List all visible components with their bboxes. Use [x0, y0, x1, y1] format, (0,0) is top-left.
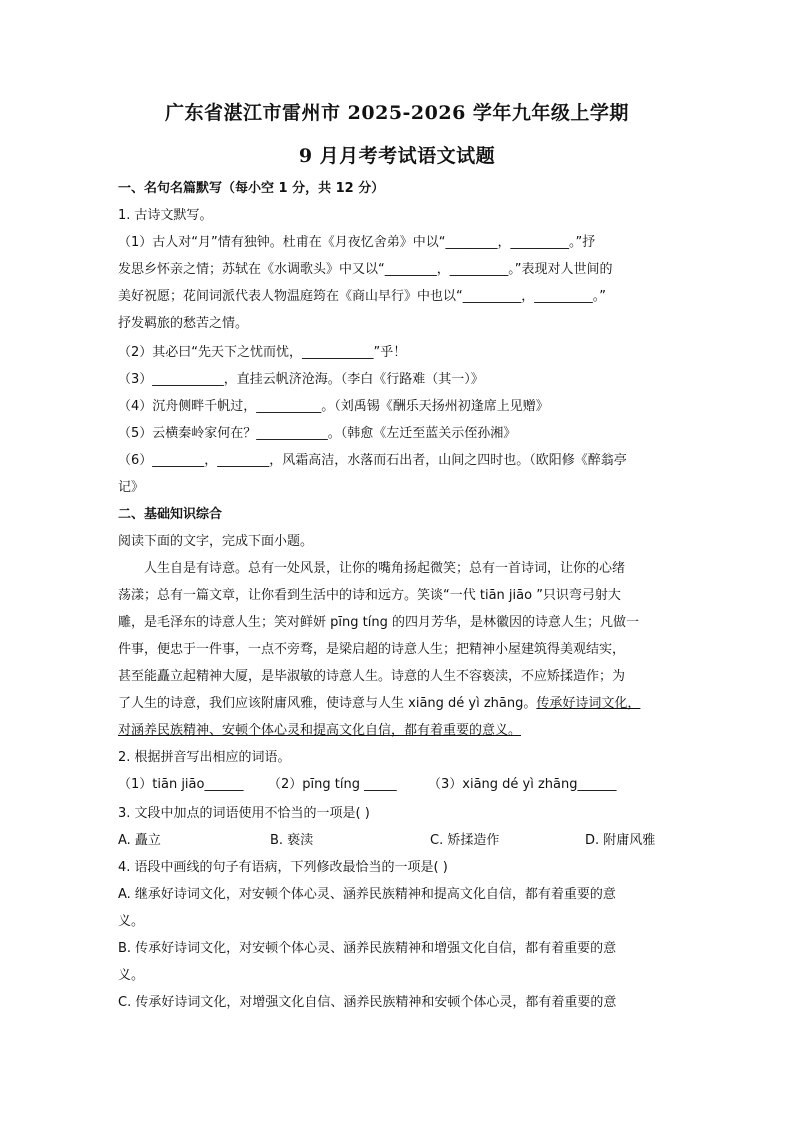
reading-intro: 阅读下面的文字，完成下面小题。	[118, 534, 314, 549]
q1-part3: （3）___________，直挂云帆济沧海。（李白《行路难（其一）》	[118, 372, 484, 387]
q4-option-b-line2: 义。	[118, 968, 145, 983]
underlined-sentence-start: 传承好诗词文化，	[536, 696, 641, 711]
question-4: 4. 语段中画线的句子有语病，下列修改最恰当的一项是( )	[118, 860, 448, 875]
q1-part6-line1: （6）________，________，风霜高洁，水落而石出者，山间之四时也。（欧阳修《醉翁亭	[118, 453, 627, 468]
passage-line2: 荡漾；总有一篇文章，让你看到生活中的诗和远方。笑谈“一代 tiān jiāo ”只识弯弓射大	[118, 588, 621, 603]
passage-line6	[118, 695, 678, 713]
q2-item1: （1）tiān jiāo______	[118, 777, 244, 792]
q3-option-a: A. 矗立	[118, 833, 161, 848]
q1-part1-line2: 发思乡怀亲之情；苏轼在《水调歌头》中又以“________，_________。”表现对人世间的	[118, 262, 613, 277]
q1-part6-line2: 记》	[118, 480, 145, 495]
section1-heading: 一、名句名篇默写（每小空 1 分，共 12 分）	[118, 181, 385, 196]
question-1: 1. 古诗文默写。	[118, 208, 213, 223]
underlined-sentence-end: 对涵养民族精神、安顿个体心灵和提高文化自信，都有着重要的意义。	[118, 723, 522, 738]
passage-line5: 甚至能矗立起精神大厦，是毕淑敏的诗意人生。诗意的人生不容亵渎，不应矫揉造作；为	[118, 669, 626, 684]
passage-line3: 雕，是毛泽东的诗意人生；笑对鲜妍 pīng tíng 的四月芳华，是林徽因的诗意人生；凡做一	[118, 615, 639, 630]
section2-heading: 二、基础知识综合	[118, 507, 223, 522]
q2-item2: （2）pīng tíng _____	[268, 777, 397, 792]
q2-item3: （3）xiāng dé yì zhāng______	[428, 777, 617, 792]
q3-option-c: C. 矫揉造作	[430, 833, 500, 848]
q1-part1-line3: 美好祝愿；花间词派代表人物温庭筠在《商山早行》中也以“_________，_________。”	[118, 289, 606, 304]
passage-line4: 件事，便忠于一件事，一点不旁骛，是梁启超的诗意人生；把精神小屋建筑得美观结实，	[118, 642, 626, 657]
q1-part1-line4: 抒发羁旅的愁苦之情。	[118, 316, 249, 331]
q3-option-d: D. 附庸风雅	[585, 833, 656, 848]
question-2: 2. 根据拼音写出相应的词语。	[118, 750, 291, 765]
q4-option-a-line1: A. 继承好诗词文化，对安顿个体心灵、涵养民族精神和提高文化自信，都有着重要的意	[118, 887, 616, 902]
q1-part1-line1: （1）古人对“月”情有独钟。杜甫在《月夜忆舍弟》中以“________，_________。”抒	[118, 235, 596, 250]
question-3: 3. 文段中加点的词语使用不恰当的一项是( )	[118, 806, 370, 821]
q3-option-b: B. 亵渎	[270, 833, 314, 848]
q1-part2: （2）其必曰“先天下之忧而忧，___________”乎！	[118, 345, 407, 360]
doc-title-line1: 广东省湛江市雷州市 2025-2026 学年九年级上学期	[165, 102, 629, 124]
q1-part4: （4）沉舟侧畔千帆过，__________。（刘禹锡《酬乐天扬州初逢席上见赠》	[118, 399, 549, 414]
q4-option-a-line2: 义。	[118, 914, 145, 929]
doc-title-line2: 9 月月考考试语文试题	[298, 145, 496, 167]
q4-option-b-line1: B. 传承好诗词文化，对安顿个体心灵、涵养民族精神和增强文化自信，都有着重要的意	[118, 941, 617, 956]
q1-part5: （5）云横秦岭家何在？___________。（韩愈《左迁至蓝关示侄孙湘》	[118, 426, 517, 441]
passage-line6-text: 了人生的诗意，我们应该附庸风雅，使诗意与人生 xiāng dé yì zhāng。	[118, 696, 537, 711]
q4-option-c-line1: C. 传承好诗词文化，对增强文化自信、涵养民族精神和安顿个体心灵，都有着重要的意	[118, 995, 617, 1010]
passage-line1: 人生自是有诗意。总有一处风景，让你的嘴角扬起微笑；总有一首诗词，让你的心绪	[144, 561, 626, 576]
